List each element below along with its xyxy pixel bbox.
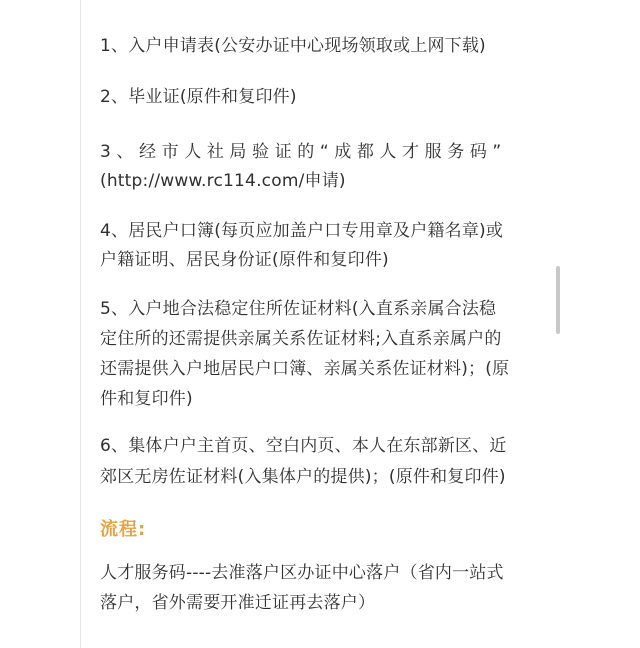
list-item-1-line-1: 1、入户申请表(公安办证中心现场领取或上网下载) [100,36,486,56]
scrollbar-thumb[interactable] [556,266,560,334]
list-item-6 [100,434,550,490]
list-item-5-line-2: 定住所的还需提供亲属关系佐证材料;入直系亲属户的 [100,329,502,349]
list-item-5-line-1: 5、入户地合法稳定住所佐证材料(入直系亲属合法稳 [100,299,497,319]
process-description [100,561,550,616]
list-item-2-line-1: 2、毕业证(原件和复印件) [100,87,297,107]
list-item-3-line-2: (http://www.rc114.com/申请) [100,171,346,191]
list-item-5 [100,297,550,412]
list-item-3-line-1: 3、经市人社局验证的“成都人才服务码” [100,142,507,162]
list-item-5-line-4: 件和复印件) [100,389,193,409]
list-item-3 [100,140,550,194]
list-item-6-line-1: 6、集体户户主首页、空白内页、本人在东部新区、近 [100,436,507,456]
list-item-4-line-2: 户籍证明、居民身份证(原件和复印件) [100,250,389,270]
list-item-4 [100,219,550,273]
list-item-5-line-3: 还需提供入户地居民户口簿、亲属关系佐证材料)；(原 [100,359,510,379]
list-item-6-line-2: 郊区无房佐证材料(入集体户的提供)；(原件和复印件) [100,467,506,487]
process-heading: 流程: [100,519,147,540]
process-line-2: 落户，省外需要开准迁证再去落户） [100,593,376,613]
left-margin-rule [80,0,81,648]
list-item-4-line-1: 4、居民户口簿(每页应加盖户口专用章及户籍名章)或 [100,221,504,241]
list-item-2 [100,85,550,110]
list-item-1 [100,34,550,59]
process-line-1: 人才服务码----去准落户区办证中心落户（省内一站式 [100,563,504,583]
